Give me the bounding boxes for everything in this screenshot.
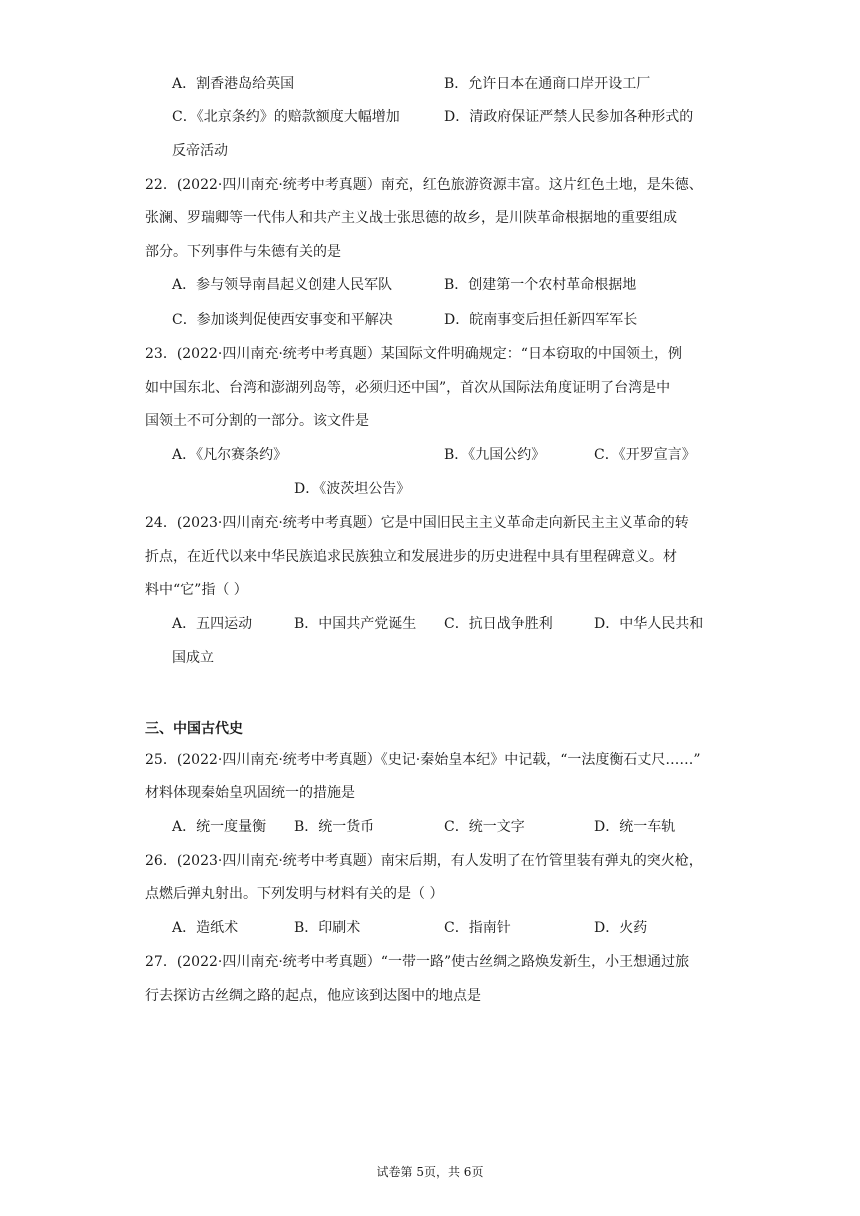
q23-option-a: A．《凡尔赛条约》 [172,447,288,463]
q24-option-d: D．中华人民共和 [594,616,704,632]
q24-option-c: C．抗日战争胜利 [444,616,553,632]
q27-stem-line-1: 27．(2022·四川南充·统考中考真题）“一带一路”使古丝绸之路焕发新生，小王想通过旅 [145,954,690,970]
q21-option-a: A．割香港岛给英国 [172,76,295,92]
q22-option-a: A．参与领导南昌起义创建人民军队 [172,277,393,293]
q25-stem-line-2: 材料体现秦始皇巩固统一的措施是 [145,785,355,801]
page-footer: 试卷第 5页，共 6页 [376,1165,484,1179]
q24-option-b: B．中国共产党诞生 [294,616,417,632]
q26-option-c: C．指南针 [444,920,511,936]
q25-option-c: C．统一文字 [444,819,525,835]
q23-option-c: C．《开罗宣言》 [594,447,696,463]
q25-stem-line-1: 25．(2022·四川南充·统考中考真题）《史记·秦始皇本纪》中记载，“一法度衡石丈尺……” [145,752,701,768]
q22-option-d: D．皖南事变后担任新四军军长 [444,312,638,328]
q26-stem-line-1: 26．(2023·四川南充·统考中考真题）南宋后期，有人发明了在竹管里装有弹丸的突火枪， [145,853,703,869]
q23-option-d: D．《波茨坦公告》 [294,481,411,497]
q26-option-a: A．造纸术 [172,920,239,936]
q21-option-c: C．《北京条约》的赔款额度大幅增加 [172,109,400,125]
q25-option-a: A．统一度量衡 [172,819,267,835]
q22-option-b: B．创建第一个农村革命根据地 [444,277,637,293]
q21-option-d: D．清政府保证严禁人民参加各种形式的 [444,109,694,125]
q23-stem-line-1: 23．(2022·四川南充·统考中考真题）某国际文件明确规定：“日本窃取的中国领土，例 [145,346,682,362]
q25-option-d: D．统一车轨 [594,819,676,835]
q26-option-b: B．印刷术 [294,920,361,936]
q21-option-d-continued: 反帝活动 [172,143,228,159]
q22-stem-line-2: 张澜、罗瑞卿等一代伟人和共产主义战士张思德的故乡，是川陕革命根据地的重要组成 [145,210,677,226]
q24-stem-line-3: 料中“它”指（ ） [145,582,248,598]
q26-option-d: D．火药 [594,920,648,936]
q25-option-b: B．统一货币 [294,819,375,835]
q21-option-b: B．允许日本在通商口岸开设工厂 [444,76,651,92]
q27-stem-line-2: 行去探访古丝绸之路的起点，他应该到达图中的地点是 [145,988,481,1004]
q23-stem-line-2: 如中国东北、台湾和澎湖列岛等，必须归还中国”，首次从国际法角度证明了台湾是中 [145,380,671,396]
q24-stem-line-1: 24．(2023·四川南充·统考中考真题）它是中国旧民主主义革命走向新民主主义革命的转 [145,515,689,531]
q24-stem-line-2: 折点，在近代以来中华民族追求民族独立和发展进步的历史进程中具有里程碑意义。材 [145,549,677,565]
q23-option-b: B．《九国公约》 [444,447,546,463]
q22-stem-line-3: 部分。下列事件与朱德有关的是 [145,244,341,260]
q26-stem-line-2: 点燃后弹丸射出。下列发明与材料有关的是（ ） [145,886,444,902]
q24-option-d-continued: 国成立 [172,650,214,666]
q22-stem-line-1: 22．(2022·四川南充·统考中考真题）南充，红色旅游资源丰富。这片红色土地，是朱德、 [145,177,703,193]
q24-option-a: A．五四运动 [172,616,253,632]
q22-option-c: C．参加谈判促使西安事变和平解决 [172,312,393,328]
q23-stem-line-3: 国领土不可分割的一部分。该文件是 [145,413,369,429]
section-heading: 三、中国古代史 [145,721,243,737]
